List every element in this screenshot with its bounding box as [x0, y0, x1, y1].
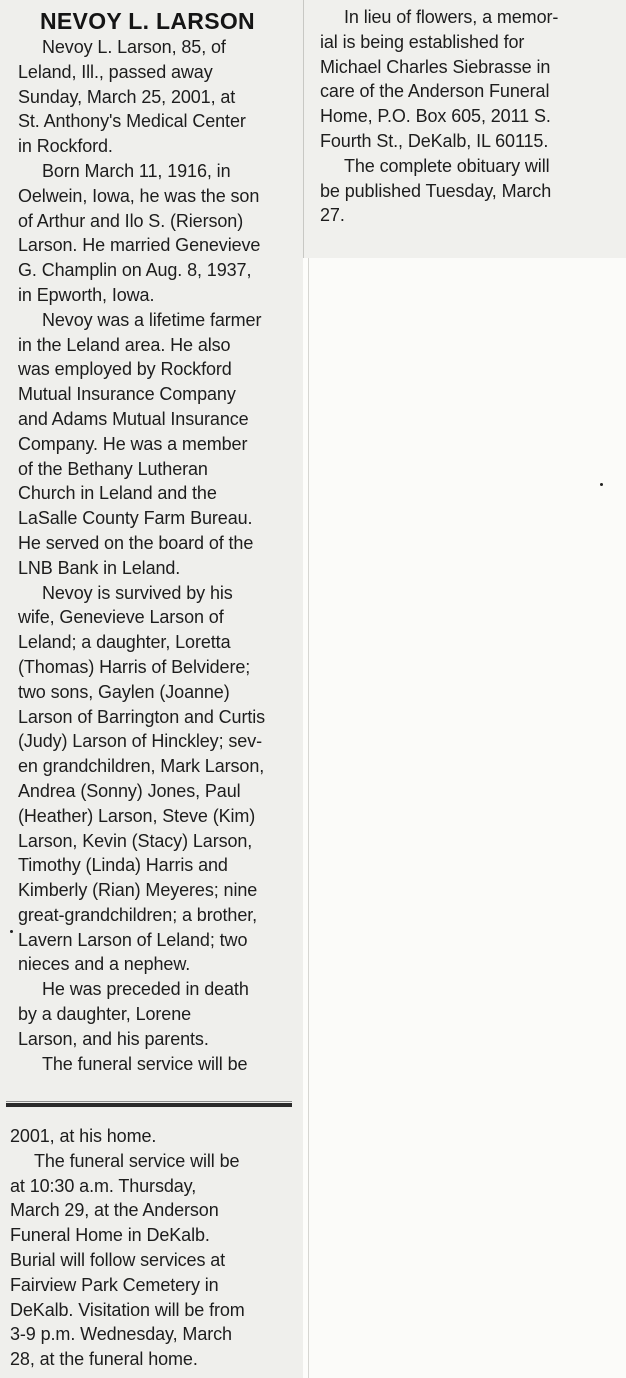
text-line: in Epworth, Iowa.: [18, 284, 155, 305]
text-line: LNB Bank in Leland.: [18, 557, 181, 578]
text-line: Fourth St., DeKalb, IL 60115.: [320, 130, 549, 151]
column-divider-thin: [6, 1101, 292, 1102]
obituary-continuation-text: [10, 1124, 245, 1372]
text-line: Larson. He married Genevieve: [18, 235, 261, 256]
text-line: Andrea (Sonny) Jones, Paul: [18, 780, 241, 801]
text-line: Company. He was a member: [18, 433, 248, 454]
text-line: Oelwein, Iowa, he was the son: [18, 185, 260, 206]
text-line: of Arthur and Ilo S. (Rierson): [18, 210, 244, 231]
text-line: of the Bethany Lutheran: [18, 458, 208, 479]
text-line: St. Anthony's Medical Center: [18, 111, 246, 132]
text-line: at 10:30 a.m. Thursday,: [10, 1175, 197, 1196]
text-line: Larson, and his parents.: [18, 1028, 209, 1049]
text-line: Leland; a daughter, Loretta: [18, 632, 231, 653]
text-line: en grandchildren, Mark Larson,: [18, 756, 265, 777]
text-line: March 29, at the Anderson: [10, 1200, 219, 1221]
text-line: ial is being established for: [320, 31, 525, 52]
print-speck: [600, 483, 603, 486]
text-line: Michael Charles Siebrasse in: [320, 56, 551, 77]
text-line: nieces and a nephew.: [18, 954, 191, 975]
obituary-main-text: [18, 35, 265, 1076]
text-line: Fairview Park Cemetery in: [10, 1274, 219, 1295]
text-line: 2001, at his home.: [10, 1126, 157, 1146]
text-line: The complete obituary will: [344, 155, 550, 176]
blank-paper-area: [308, 258, 626, 1378]
memorial-text: [320, 5, 558, 228]
text-line: The funeral service will be: [42, 1053, 248, 1074]
text-line: Funeral Home in DeKalb.: [10, 1225, 210, 1246]
text-line: Church in Leland and the: [18, 483, 217, 504]
text-line: was employed by Rockford: [18, 359, 232, 380]
text-line: by a daughter, Lorene: [18, 1004, 192, 1025]
text-line: great-grandchildren; a brother,: [18, 904, 258, 925]
obituary-headline: NEVOY L. LARSON: [40, 8, 255, 34]
text-line: Lavern Larson of Leland; two: [18, 929, 248, 950]
text-line: Sunday, March 25, 2001, at: [18, 86, 236, 107]
text-line: care of the Anderson Funeral: [320, 81, 550, 102]
text-line: G. Champlin on Aug. 8, 1937,: [18, 260, 252, 281]
text-line: 3-9 p.m. Wednesday, March: [10, 1324, 232, 1345]
text-line: He served on the board of the: [18, 532, 254, 553]
text-line: In lieu of flowers, a memor-: [344, 7, 559, 27]
print-speck: [10, 930, 13, 933]
text-line: Burial will follow services at: [10, 1249, 226, 1270]
text-line: LaSalle County Farm Bureau.: [18, 508, 253, 529]
text-line: Nevoy is survived by his: [42, 582, 233, 603]
text-line: (Judy) Larson of Hinckley; sev-: [18, 731, 262, 752]
text-line: in Rockford.: [18, 136, 113, 157]
text-line: DeKalb. Visitation will be from: [10, 1299, 245, 1320]
text-line: Larson of Barrington and Curtis: [18, 706, 266, 727]
text-line: Larson, Kevin (Stacy) Larson,: [18, 830, 253, 851]
text-line: (Heather) Larson, Steve (Kim): [18, 805, 256, 826]
text-line: The funeral service will be: [34, 1150, 240, 1171]
text-line: Nevoy L. Larson, 85, of: [42, 37, 226, 57]
text-line: 28, at the funeral home.: [10, 1349, 198, 1370]
column-divider-rule: [6, 1103, 292, 1107]
text-line: be published Tuesday, March: [320, 180, 552, 201]
text-line: 27.: [320, 205, 345, 226]
text-line: Born March 11, 1916, in: [42, 160, 231, 181]
text-line: Timothy (Linda) Harris and: [18, 855, 228, 876]
text-line: and Adams Mutual Insurance: [18, 408, 249, 429]
text-line: (Thomas) Harris of Belvidere;: [18, 656, 251, 677]
text-line: Mutual Insurance Company: [18, 384, 236, 405]
text-line: wife, Genevieve Larson of: [18, 607, 224, 628]
text-line: Home, P.O. Box 605, 2011 S.: [320, 106, 551, 127]
text-line: Nevoy was a lifetime farmer: [42, 309, 262, 330]
text-line: two sons, Gaylen (Joanne): [18, 681, 230, 702]
text-line: He was preceded in death: [42, 979, 249, 1000]
text-line: Kimberly (Rian) Meyeres; nine: [18, 880, 258, 901]
text-line: in the Leland area. He also: [18, 334, 231, 355]
text-line: Leland, Ill., passed away: [18, 61, 213, 82]
